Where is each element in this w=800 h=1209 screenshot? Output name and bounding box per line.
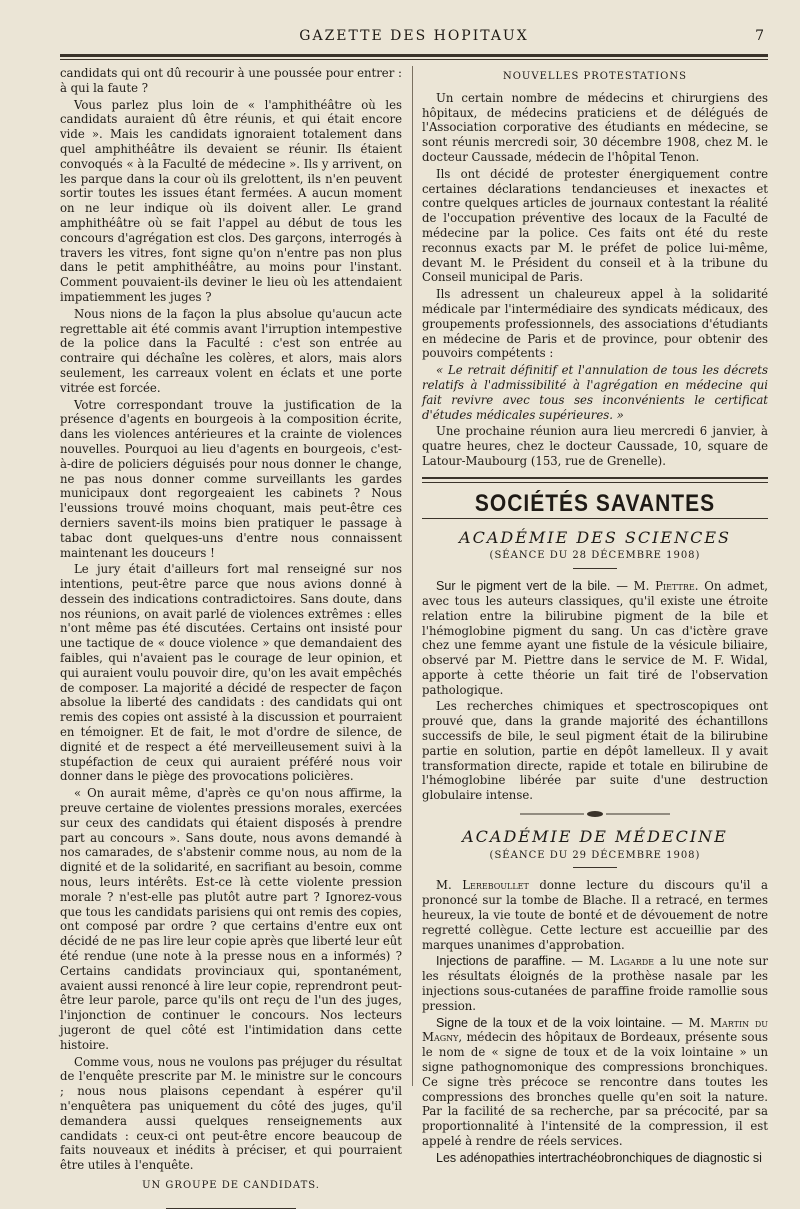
header-rule-thick — [60, 54, 768, 57]
runin-title: Signe de la toux et de la voix lointaine. — [436, 1015, 666, 1030]
session-date: (SÉANCE DU 28 DÉCEMBRE 1908) — [489, 550, 701, 562]
section-rule — [422, 477, 768, 483]
running-header — [60, 22, 768, 48]
paragraph: Nous nions de la façon la plus absolue qu'aucun acte regrettable ait été commis avant l'irruption intempestive de la police dans la Faculté : c'est son entrée au contraire qui déchaîne les colères, et alors, mais alors seulement, les carreaux volent en éclats et une porte vitrée est forcée. — [60, 306, 402, 395]
short-rule — [573, 568, 617, 569]
page-number: 7 — [755, 28, 764, 44]
ornament-divider — [422, 809, 768, 824]
paragraph: Les recherches chimiques et spectroscopiques ont prouvé que, dans la grande majorité des échantillons successifs de bile, le seul pigment était de la bilirubine partie en solution, partie en dépôt lamelleux. Il y avait transformation directe, rapide et totale en bilirubine de l'hémoglobine libérée par suite d'une destruction globulaire intense. — [422, 699, 768, 803]
quote-paragraph: « Le retrait définitif et l'annulation de tous les décrets relatifs à l'admissibilité à l'agrégation en médecine qui fait revivre avec tous ses inconvénients le certificat d'études médicales supérieures. » — [422, 363, 768, 422]
author-name: — M. Lagarde — [571, 954, 654, 969]
runin-title: Sur le pigment vert de la bile. — [436, 579, 611, 594]
paragraph: candidats qui ont dû recourir à une poussée pour entrer : à qui la faute ? — [60, 66, 402, 95]
academy-title: ACADÉMIE DE MÉDECINE — [462, 826, 728, 846]
paragraph: « On aurait même, d'après ce qu'on nous affirme, la preuve certaine de violentes pressions morales, exercées sur ceux des candidats qui étaient disposés à prendre part au concours ». Sans doute, nous avons demandé à nos camarades, de s'abstenir comme nous, au nom de la dignité et de la solidarité, en sacrifiant au besoin, comme nous, leurs intérêts. Est-ce là cette violente pression morale ? n'est-elle pas plutôt autre part ? Ignorez-vous que tous les candidats parisiens qui ont remis des copies, ont composé par ordre ? que certains d'entre eux ont décidé de ne pas lire leur copie après que liberté leur eût été rendue (une note à la presse nous en a informés) ? Certains candidats provinciaux qui, spontanément, avaient aussi renoncé à lire leur copie, reprendront peut-être leur parole, parce qu'ils ont reçu de l'un des juges, l'injonction de continuer le concours. Nos lecteurs jugeront de quel côté est l'intimidation dans cette histoire. — [60, 786, 402, 1052]
header-rule-thin — [60, 59, 768, 60]
paragraph — [422, 878, 768, 952]
paragraph: Ils ont décidé de protester énergiquement contre certaines déclarations tendancieuses et inexactes et contre quelques articles de journaux contestant la réalité de l'occupation préventive des locaux de la Faculté de médecine par la police. Ces faits ont été du reste reconnus exacts par M. le préfet de police lui-même, devant M. le Président du conseil et à la tribune du Conseil municipal de Paris. — [422, 166, 768, 285]
paragraph: Comme vous, nous ne voulons pas préjuger du résultat de l'enquête prescrite par M. le ministre sur le concours ; nous nous plaisons cependant à espérer qu'il n'enquêtera pas uniquement du côté des juges, qu'il demandera aussi quelques renseignements aux candidats : ceux-ci ont peut-être encore beaucoup de faits nouveaux et inédits à préciser, et qui pourraient être utiles à l'enquête. — [60, 1054, 402, 1173]
paragraph-text: médecin des hôpitaux de Bordeaux, présente sous le nom de « signe de toux et de la voix lointaine » un signe pathognomonique des compressions bronchiques. Ce signe très précoce se rencontre dans toutes les compressions des bronches quelle qu'en soit la nature. Par la facilité de sa recherche, par sa précocité, par sa proportionnalité à l'intensité de la compression, il est appelé à rendre de réels services. — [422, 1030, 768, 1148]
paragraph-text: On admet, avec tous les auteurs classiques, qu'il existe une étroite relation entre la bilirubine pigment de la bile et l'hémoglobine pigment du sang. Un cas d'ictère grave chez une femme ayant une fistule de la vésicule biliaire, observé par M. Piettre dans le service de M. F. Widal, apporte à cette théorie un fait tiré de l'observation pathologique. — [422, 579, 768, 697]
paragraph-text: a lu une note sur les résultats éloignés de la prothèse nasale par les injections sous-cutanées de paraffine froide ramollie sous pression. — [422, 954, 768, 1013]
paragraph — [422, 1016, 768, 1149]
paragraph: Votre correspondant trouve la justification de la présence d'agents en bourgeois à la composition écrite, dans les violences antérieures et la crainte de violences nouvelles. Pourquoi au lieu d'agents en bourgeois, c'est-à-dire de policiers déguisés pour nous donner le change, ne pas nous donner comme surveillants les gardes municipaux dont regorgeaient les cabinets ? Nous l'eussions trouvé moins choquant, mais peut-être ces derniers savent-ils moins bien pratiquer le passage à tabac dont quelques-uns d'entre nous connaissent maintenant les douceurs ! — [60, 397, 402, 560]
runin-title: Injections de paraffine. — [436, 954, 566, 969]
ornament-icon — [520, 810, 670, 818]
section-title: SOCIÉTÉS SAVANTES — [474, 489, 716, 517]
short-rule — [573, 867, 617, 868]
runin-title: Les adénopathies intertrachéobronchiques de diagnostic si — [436, 1150, 762, 1165]
paragraph: Un certain nombre de médecins et chirurgiens des hôpitaux, de médecins praticiens et de délégués de l'Association corporative des étudiants en médecine, se sont réunis mercredi soir, 30 décembre 1908, chez M. le docteur Caussade, médecin de l'hôpital Tenon. — [422, 90, 768, 164]
session-date: (SÉANCE DU 29 DÉCEMBRE 1908) — [489, 849, 701, 861]
column-separator — [412, 66, 413, 1086]
signature: UN GROUPE DE CANDIDATS. — [142, 1179, 320, 1191]
protest-heading: NOUVELLES PROTESTATIONS — [502, 71, 687, 82]
journal-title: GAZETTE DES HOPITAUX — [299, 28, 529, 44]
author-name: — M. Piettre. — [616, 579, 699, 594]
academy-title: ACADÉMIE DES SCIENCES — [459, 527, 731, 547]
paragraph-text: donne lecture du discours qu'il a prononcé sur la tombe de Blache. Il a retracé, en termes heureux, la vie toute de bonté et de dévouement de notre regretté collègue. Cette lecture est accueillie par des marques unanimes d'approbation. — [422, 878, 768, 952]
author-name: — M. Martin du Magny, — [422, 1015, 769, 1045]
paragraph: Le jury était d'ailleurs fort mal renseigné sur nos intentions, peut-être parce que nous avions donné à dessein des indications contradictoires. Sans doute, dans nos réunions, on avait parlé de violences extrêmes : elles n'ont même pas été discutées. Certains ont insisté pour une tactique de « douce violence » que demandaient des faibles, qui n'avaient pas le courage de leur opinion, et qui auraient voulu pouvoir dire, qu'on les avait empêchés de composer. La majorité a décidé de respecter de façon absolue la liberté des candidats : des candidats qui ont remis des copies ont assisté à la discussion et pourraient en témoigner. Et de fait, le mot d'ordre de silence, de dignité et de respect a été merveilleusement suivi à la stupéfaction de ceux qui auraient préféré nous voir donner dans le piège des provocations policières. — [60, 562, 402, 784]
right-column — [422, 66, 768, 1168]
paragraph — [422, 579, 768, 697]
paragraph: Vous parlez plus loin de « l'amphithéâtre où les candidats auraient dû être réunis, et qui était encore vide ». Mais les candidats ignoraient totalement dans quel amphithéâtre ils devaient se réunir. Ils étaient convoqués « à la Faculté de médecine ». Ils y arrivent, on les parque dans la cour où ils grelottent, ils n'en peuvent sortir toutes les issues étant fermées. A aucun moment on ne leur indique où ils doivent aller. Le grand amphithéâtre où se fait l'appel au début de tous les concours d'agrégation est clos. Des garçons, interrogés à travers les vitres, font signe qu'on n'entre pas non plus dans le petit amphithéâtre, au moins pour l'instant. Comment pouvaient-ils deviner le lieu où les attendaient impatiemment les juges ? — [60, 97, 402, 304]
section-title-rule — [422, 518, 768, 519]
paragraph: Une prochaine réunion aura lieu mercredi 6 janvier, à quatre heures, chez le docteur Caussade, 10, square de Latour-Maubourg (153, rue de Grenelle). — [422, 424, 768, 468]
paragraph — [422, 1151, 768, 1166]
paragraph — [422, 954, 768, 1013]
left-column — [60, 66, 402, 1209]
author-name: M. Lereboullet — [436, 878, 529, 893]
paragraph: Ils adressent un chaleureux appel à la solidarité médicale par l'intermédiaire des syndicats médicaux, des groupements professionnels, des associations d'étudiants en médecine de Paris et de province, pour obtenir des pouvoirs compétents : — [422, 287, 768, 361]
